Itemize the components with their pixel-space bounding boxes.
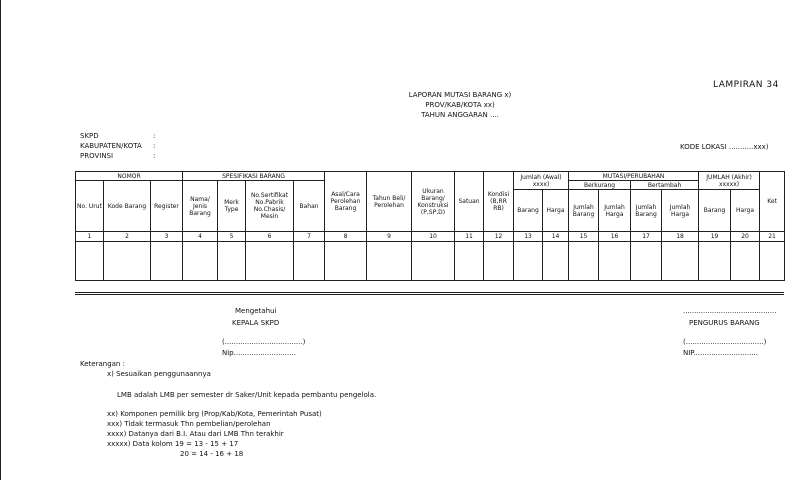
note-line: xxxx) Datanya dari B.I. Atau dari LMB Thn terakhir bbox=[107, 430, 284, 438]
header-jumlah-awal: Jumlah (Awal) xxxx) bbox=[514, 172, 569, 190]
header-ket: Ket bbox=[760, 172, 785, 232]
sign-left-nip: Nip............................ bbox=[222, 349, 296, 357]
header-sertifikat: No.Sertifikat No.Pabrik No.Chasis/ Mesin bbox=[246, 181, 294, 232]
col-number: 11 bbox=[455, 232, 484, 242]
col-number: 5 bbox=[218, 232, 246, 242]
col-number: 1 bbox=[76, 232, 104, 242]
header-kurang-barang: Jumlah Barang bbox=[569, 190, 599, 232]
header-tambah-barang: Jumlah Barang bbox=[631, 190, 662, 232]
header-spesifikasi: SPESIFIKASI BARANG bbox=[183, 172, 325, 181]
col-number: 3 bbox=[151, 232, 183, 242]
col-number: 6 bbox=[246, 232, 294, 242]
sign-mengetahui: Mengetahui bbox=[235, 307, 277, 315]
table-row bbox=[76, 242, 785, 281]
header-ukuran: Ukuran Barang/ Konstruksi (P,SP,D) bbox=[412, 172, 455, 232]
header-nama-jenis: Nama/ Jenis Barang bbox=[183, 181, 218, 232]
col-number: 9 bbox=[367, 232, 412, 242]
col-number: 15 bbox=[569, 232, 599, 242]
divider-line bbox=[75, 292, 784, 293]
report-subtitle-region: PROV/KAB/KOTA xx) bbox=[425, 101, 495, 109]
divider-line bbox=[75, 294, 784, 295]
meta-colon: : bbox=[153, 142, 156, 150]
notes-heading: Keterangan : bbox=[80, 360, 125, 368]
header-akhir-barang: Barang bbox=[699, 190, 731, 232]
header-asal: Asal/Cara Perolehan Barang bbox=[325, 172, 367, 232]
meta-kabupaten bbox=[80, 142, 156, 150]
header-merk: Merk Type bbox=[218, 181, 246, 232]
col-number: 14 bbox=[543, 232, 569, 242]
meta-colon: : bbox=[153, 152, 156, 160]
col-number: 8 bbox=[325, 232, 367, 242]
header-awal-harga: Harga bbox=[543, 190, 569, 232]
header-kondisi: Kondisi (B,RR RB) bbox=[484, 172, 514, 232]
header-tambah-harga: Jumlah Harga bbox=[662, 190, 699, 232]
note-line: 20 = 14 - 16 + 18 bbox=[180, 450, 244, 458]
col-number: 12 bbox=[484, 232, 514, 242]
header-akhir-harga: Harga bbox=[731, 190, 760, 232]
col-number: 19 bbox=[699, 232, 731, 242]
sign-kepala-skpd: KEPALA SKPD bbox=[232, 319, 280, 327]
sign-left-name: (...................................) bbox=[222, 338, 306, 346]
note-line: xxx) Tidak termasuk Thn pembelian/perolehan bbox=[107, 420, 271, 428]
col-number: 21 bbox=[760, 232, 785, 242]
header-nomor: NOMOR bbox=[76, 172, 183, 181]
meta-colon: : bbox=[153, 132, 156, 140]
meta-label: SKPD bbox=[80, 132, 99, 140]
col-number: 20 bbox=[731, 232, 760, 242]
col-number: 18 bbox=[662, 232, 699, 242]
mutation-table bbox=[75, 171, 785, 281]
col-number: 10 bbox=[412, 232, 455, 242]
header-kurang-harga: Jumlah Harga bbox=[599, 190, 631, 232]
col-number: 17 bbox=[631, 232, 662, 242]
col-number: 13 bbox=[514, 232, 543, 242]
sign-right-dots: .......................................... bbox=[683, 307, 777, 315]
page-border-left bbox=[0, 0, 1, 480]
col-number: 2 bbox=[104, 232, 151, 242]
note-line: xx) Komponen pemilik brg (Prop/Kab/Kota, Pemerintah Pusat) bbox=[107, 410, 322, 418]
kode-lokasi: KODE LOKASI ...........xxx) bbox=[680, 143, 769, 151]
header-tahun: Tahun Beli/ Perolehan bbox=[367, 172, 412, 232]
note-line: xxxxx) Data kolom 19 = 13 - 15 + 17 bbox=[107, 440, 239, 448]
note-line: LMB adalah LMB per semester dr Saker/Unit kepada pembantu pengelola. bbox=[117, 391, 377, 399]
meta-skpd bbox=[80, 132, 156, 140]
col-number: 4 bbox=[183, 232, 218, 242]
sign-right-name: (...................................) bbox=[683, 338, 767, 346]
header-awal-barang: Barang bbox=[514, 190, 543, 232]
sign-pengurus-barang: PENGURUS BARANG bbox=[689, 319, 760, 327]
header-bertambah: Bertambah bbox=[631, 181, 699, 190]
meta-label: KABUPATEN/KOTA bbox=[80, 142, 142, 150]
note-line: x) Sesuaikan penggunaannya bbox=[107, 370, 211, 378]
header-kode-barang: Kode Barang bbox=[104, 181, 151, 232]
sign-right-nip: NIP............................. bbox=[683, 349, 758, 357]
report-subtitle-year: TAHUN ANGGARAN .... bbox=[421, 111, 499, 119]
header-no-urut: No. Urut bbox=[76, 181, 104, 232]
meta-provinsi bbox=[80, 152, 156, 160]
header-satuan: Satuan bbox=[455, 172, 484, 232]
header-berkurang: Berkurang bbox=[569, 181, 631, 190]
header-jumlah-akhir: JUMLAH (Akhir) xxxxx) bbox=[699, 172, 760, 190]
col-number: 16 bbox=[599, 232, 631, 242]
col-number: 7 bbox=[294, 232, 325, 242]
meta-label: PROVINSI bbox=[80, 152, 114, 160]
header-register: Register bbox=[151, 181, 183, 232]
lampiran-label: LAMPIRAN 34 bbox=[713, 80, 779, 90]
header-mutasi: MUTASI/PERUBAHAN bbox=[569, 172, 699, 181]
header-bahan: Bahan bbox=[294, 181, 325, 232]
column-number-row bbox=[76, 232, 785, 242]
report-title: LAPORAN MUTASI BARANG x) bbox=[408, 91, 512, 99]
